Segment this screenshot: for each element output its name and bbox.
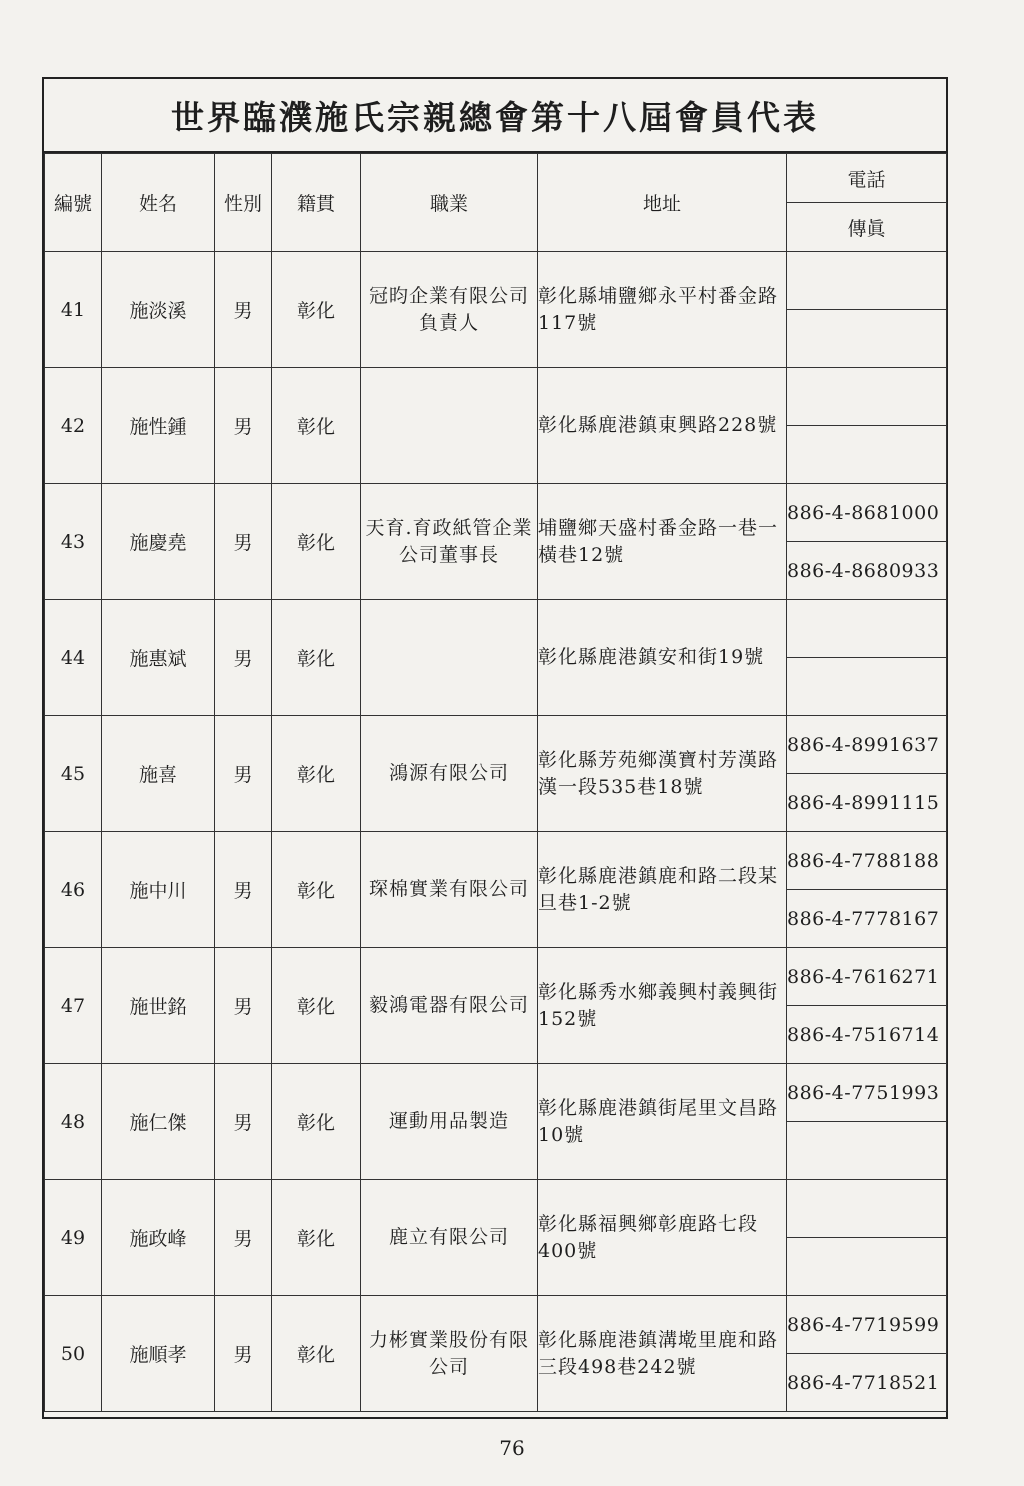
header-address: 地址 <box>538 154 787 252</box>
header-origin: 籍貫 <box>272 154 361 252</box>
member-address: 彰化縣鹿港鎮街尾里文昌路10號 <box>538 1064 787 1180</box>
member-occupation: 琛棉實業有限公司 <box>361 832 538 948</box>
member-fax <box>787 1122 947 1180</box>
member-gender: 男 <box>215 368 272 484</box>
member-occupation: 天育.育政紙管企業公司董事長 <box>361 484 538 600</box>
table-row <box>45 1296 947 1354</box>
member-phone: 886-4-8991637 <box>787 716 947 774</box>
member-phone: 886-4-7751993 <box>787 1064 947 1122</box>
member-origin: 彰化 <box>272 368 361 484</box>
member-name: 施中川 <box>102 832 215 948</box>
table-row <box>45 832 947 890</box>
member-name: 施世銘 <box>102 948 215 1064</box>
member-fax: 886-4-8680933 <box>787 542 947 600</box>
member-no: 44 <box>45 600 102 716</box>
member-phone: 886-4-7719599 <box>787 1296 947 1354</box>
member-no: 46 <box>45 832 102 948</box>
member-occupation: 鴻源有限公司 <box>361 716 538 832</box>
member-address: 彰化縣埔鹽鄉永平村番金路117號 <box>538 252 787 368</box>
member-no: 43 <box>45 484 102 600</box>
table-row <box>45 716 947 774</box>
member-occupation <box>361 600 538 716</box>
member-phone <box>787 600 947 658</box>
member-address: 彰化縣鹿港鎮溝墘里鹿和路三段498巷242號 <box>538 1296 787 1412</box>
member-origin: 彰化 <box>272 716 361 832</box>
member-occupation <box>361 368 538 484</box>
header-name: 姓名 <box>102 154 215 252</box>
member-name: 施順孝 <box>102 1296 215 1412</box>
member-occupation: 運動用品製造 <box>361 1064 538 1180</box>
member-address: 彰化縣鹿港鎮東興路228號 <box>538 368 787 484</box>
member-fax: 886-4-8991115 <box>787 774 947 832</box>
member-gender: 男 <box>215 1064 272 1180</box>
table-row <box>45 252 947 310</box>
member-no: 47 <box>45 948 102 1064</box>
member-no: 50 <box>45 1296 102 1412</box>
table-row <box>45 948 947 1006</box>
member-gender: 男 <box>215 1296 272 1412</box>
member-gender: 男 <box>215 716 272 832</box>
member-origin: 彰化 <box>272 1296 361 1412</box>
member-name: 施喜 <box>102 716 215 832</box>
table-row <box>45 1064 947 1122</box>
member-address: 埔鹽鄉天盛村番金路一巷一橫巷12號 <box>538 484 787 600</box>
table-row <box>45 484 947 542</box>
member-phone <box>787 368 947 426</box>
header-phone: 電話 <box>787 154 947 203</box>
member-origin: 彰化 <box>272 252 361 368</box>
member-occupation: 力彬實業股份有限公司 <box>361 1296 538 1412</box>
member-address: 彰化縣鹿港鎮鹿和路二段某旦巷1-2號 <box>538 832 787 948</box>
member-occupation: 冠昀企業有限公司負責人 <box>361 252 538 368</box>
table-row <box>45 1180 947 1238</box>
roster-frame <box>42 77 948 1419</box>
member-name: 施政峰 <box>102 1180 215 1296</box>
member-phone <box>787 1180 947 1238</box>
member-address: 彰化縣福興鄉彰鹿路七段400號 <box>538 1180 787 1296</box>
member-phone <box>787 252 947 310</box>
member-name: 施淡溪 <box>102 252 215 368</box>
member-no: 41 <box>45 252 102 368</box>
member-origin: 彰化 <box>272 484 361 600</box>
member-gender: 男 <box>215 948 272 1064</box>
member-gender: 男 <box>215 1180 272 1296</box>
page-title: 世界臨濮施氏宗親總會第十八屆會員代表 <box>44 79 946 153</box>
member-gender: 男 <box>215 600 272 716</box>
member-fax: 886-4-7516714 <box>787 1006 947 1064</box>
member-name: 施慶堯 <box>102 484 215 600</box>
member-phone: 886-4-7788188 <box>787 832 947 890</box>
member-address: 彰化縣秀水鄉義興村義興街152號 <box>538 948 787 1064</box>
member-origin: 彰化 <box>272 600 361 716</box>
member-occupation: 鹿立有限公司 <box>361 1180 538 1296</box>
member-address: 彰化縣鹿港鎮安和街19號 <box>538 600 787 716</box>
member-fax <box>787 310 947 368</box>
member-fax <box>787 658 947 716</box>
member-origin: 彰化 <box>272 948 361 1064</box>
member-table <box>44 153 947 1412</box>
member-no: 49 <box>45 1180 102 1296</box>
member-phone: 886-4-7616271 <box>787 948 947 1006</box>
page-number: 76 <box>499 1436 525 1460</box>
member-origin: 彰化 <box>272 832 361 948</box>
member-fax <box>787 1238 947 1296</box>
member-no: 48 <box>45 1064 102 1180</box>
member-gender: 男 <box>215 484 272 600</box>
member-gender: 男 <box>215 252 272 368</box>
member-occupation: 毅鴻電器有限公司 <box>361 948 538 1064</box>
member-name: 施仁傑 <box>102 1064 215 1180</box>
table-row <box>45 368 947 426</box>
header-row <box>45 154 947 203</box>
member-origin: 彰化 <box>272 1064 361 1180</box>
member-gender: 男 <box>215 832 272 948</box>
member-fax <box>787 426 947 484</box>
header-gender: 性別 <box>215 154 272 252</box>
header-no: 編號 <box>45 154 102 252</box>
member-fax: 886-4-7778167 <box>787 890 947 948</box>
table-row <box>45 600 947 658</box>
member-no: 45 <box>45 716 102 832</box>
member-name: 施惠斌 <box>102 600 215 716</box>
member-name: 施性鍾 <box>102 368 215 484</box>
member-phone: 886-4-8681000 <box>787 484 947 542</box>
member-fax: 886-4-7718521 <box>787 1354 947 1412</box>
header-fax: 傳眞 <box>787 203 947 252</box>
member-address: 彰化縣芳苑鄉漢寶村芳漢路漢一段535巷18號 <box>538 716 787 832</box>
header-occupation: 職業 <box>361 154 538 252</box>
member-no: 42 <box>45 368 102 484</box>
member-origin: 彰化 <box>272 1180 361 1296</box>
